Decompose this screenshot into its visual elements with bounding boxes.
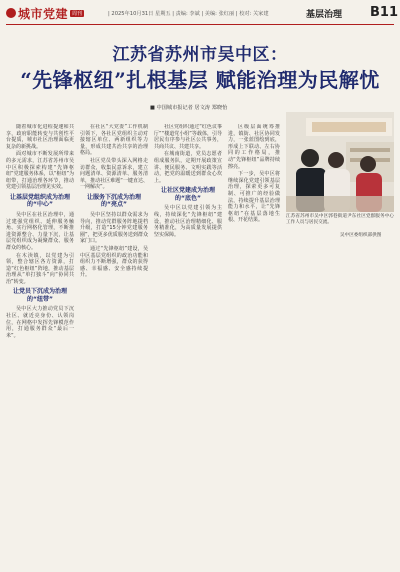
logo-text: 城市党建 [18, 6, 69, 21]
paragraph: 吴中区坚持以群众需求为导向，推动党群服务阵地提档升级，打造“15分钟党建服务圈”，把更多优质服务送到群众家门口。 [80, 211, 148, 245]
party-emblem-icon [6, 8, 16, 18]
section-subheading: 让基层党组织成为治理的“中心” [9, 193, 70, 209]
paragraph: 在城南街道，党员志愿者组成服务队，定期开展政策宣讲、便民服务、文明实践等活动，把党的温暖送到群众心坎上。 [154, 151, 222, 184]
article-byline: ■ 中国城市报记者 居文涛 郑晓怡 [150, 105, 228, 111]
article-column-3 [154, 124, 222, 566]
photo-caption: 江苏省苏州市吴中区郭巷街道尹东社区党群服务中心工作人员与居民交流。 [286, 214, 394, 225]
paragraph: 在木渎镇，以党建为引领，整合辖区各方资源，打造“红色枢纽”阵地，推动基层治理从“单打独斗”向“协同共治”转变。 [6, 252, 74, 285]
section-subheading: 让党员下沉成为治理的“纽带” [12, 288, 67, 303]
article-column-1 [6, 124, 74, 566]
paragraph: 区级层面统筹推进，镇街、社区协同发力，一张蓝图绘到底，形成上下联动、左右协同的工作格局，推动“先锋枢纽”品牌持续擦亮。 [228, 124, 280, 170]
logo-tag: 周刊 [72, 10, 83, 17]
paragraph: 吴中区在社区治理中，通过建强党组织、延伸服务触角、实行网格化管理，不断推进资源整合、力量下沉，让基层党组织成为凝聚群众、服务群众的核心。 [6, 211, 74, 251]
paragraph: 在社区“大党委”工作机制引领下，各社区党组织主动对接辖区单位、两新组织等力量，形成共建共治共享的治理格局。 [80, 124, 148, 157]
article-photo [286, 112, 394, 212]
masthead [6, 4, 398, 25]
section-subheading: 让社区党建成为治理的“底色” [160, 187, 215, 202]
paragraph: 吴中区大力推动党员下沉社区、就近亮身份、认领岗位，在网格中发挥先锋模范作用，打通服务群众“最后一米”。 [6, 306, 74, 339]
photo-credit: 吴中区委组织部供图 [340, 233, 382, 238]
logo [6, 4, 84, 22]
issue-info: | 2025年10月31日 星期五 | 责编: 李斌 | 美编: 张红丽 | 校对: 关家建 [108, 11, 269, 17]
paragraph: 随着城市化进程提速和共享，政府职能转变与共创性平台提质，城市社区治理面临更复杂的新挑战。 [6, 124, 74, 150]
section-name: 基层治理 [306, 10, 343, 20]
section-subheading: 让服务下沉成为治理的“亮点” [86, 193, 141, 209]
paragraph: 吴中区以党建引领为主线，持续深化“先锋枢纽”建设，推动社区治理精细化、服务精准化，为高质量发展提供坚实保障。 [154, 205, 222, 238]
page-number: B11 [370, 5, 398, 20]
paragraph: 下一步，吴中区将继续深化党建引领基层治理，探索更多可复制、可推广的经验做法，持续提升基层治理能力和水平，让“先锋枢纽”在基层落地生根、开花结果。 [228, 171, 280, 224]
article-kicker: 江苏省苏州市吴中区： [112, 45, 288, 65]
article-headline: “先锋枢纽”扎根基层 赋能治理为民解忧 [20, 68, 380, 92]
photo-illustration [286, 112, 394, 212]
article-column-2 [80, 124, 148, 566]
paragraph: 通过“先锋枢纽”建设，吴中区基层党组织的政治功能和组织力不断增强，群众的获得感、幸福感、安全感持续提升。 [80, 245, 148, 279]
paragraph: 社区党员带头深入网格走访群众，收集民意诉求，建立问题清单、资源清单、服务清单，推动社区难题“一键直达、一网解决”。 [80, 157, 148, 191]
paragraph: 社区党组织通过“红色议事厅”“楼道党小组”等载体，引导居民有序参与社区公共事务，共商共议、共建共享。 [154, 124, 222, 150]
article-column-4 [228, 124, 280, 566]
paragraph: 面对城市不断发展所带来的多元需求，江苏省苏州市吴中区积极探索构建“先锋枢纽”党建服务体系，以“枢纽”为纽带，打通治理各环节，推动党建引领基层治理见实效。 [6, 151, 74, 191]
